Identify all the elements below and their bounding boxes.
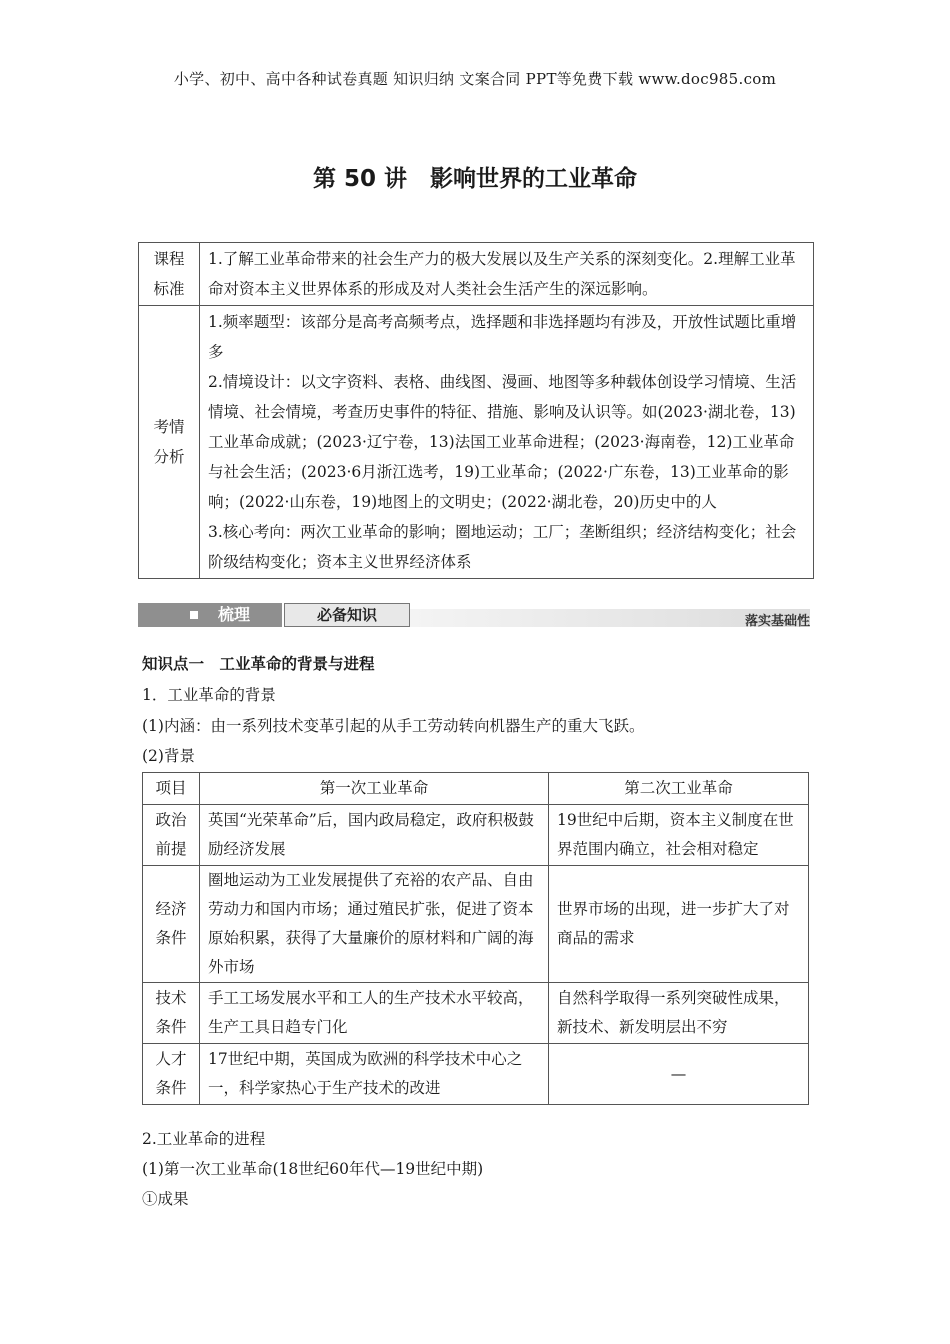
row-label: 政治 前提: [143, 805, 200, 866]
paragraph: ①成果: [142, 1190, 189, 1208]
section-label: 梳理: [218, 605, 251, 624]
knowledge-point-title: 知识点一 工业革命的背景与进程: [142, 655, 375, 673]
exam-analysis-line: 1.频率题型：该部分是高考高频考点，选择题和非选择题均有涉及，开放性试题比重增多: [208, 313, 797, 361]
table-cell: 圈地运动为工业发展提供了充裕的农产品、自由劳动力和国内市场；通过殖民扩张，促进了资本原始积累，获得了大量廉价的原材料和广阔的海外市场: [200, 866, 549, 983]
table-cell: 19世纪中后期，资本主义制度在世界范围内确立，社会相对稳定: [549, 805, 809, 866]
standards-table: [138, 242, 814, 579]
page-header: 小学、初中、高中各种试卷真题 知识归纳 文案合同 PPT等免费下载 www.doc985.com: [173, 70, 777, 88]
column-header: 第一次工业革命: [200, 773, 549, 805]
table-cell: 世界市场的出现，进一步扩大了对商品的需求: [549, 866, 809, 983]
background-table: [142, 772, 809, 1105]
table-row: [143, 983, 809, 1044]
table-cell: 自然科学取得一系列突破性成果，新技术、新发明层出不穷: [549, 983, 809, 1044]
table-cell: —: [549, 1044, 809, 1105]
paragraph: 1．工业革命的背景: [142, 686, 276, 704]
table-cell: 英国“光荣革命”后，国内政局稳定，政府积极鼓励经济发展: [200, 805, 549, 866]
table-row: [143, 866, 809, 983]
row-label: 人才 条件: [143, 1044, 200, 1105]
paragraph: (2)背景: [142, 747, 195, 765]
column-header: 项目: [143, 773, 200, 805]
table-header-row: [143, 773, 809, 805]
label-curriculum-standard: 课程 标准: [139, 243, 200, 306]
exam-analysis-line: 2.情境设计：以文字资料、表格、曲线图、漫画、地图等多种载体创设学习情境、生活情境、社会情境，考查历史事件的特征、措施、影响及认识等。如(2023·湖北卷，13)工业革命成就；(2023·辽宁卷，13)法国工业革命进程；(2023·海南卷，12)工业革命与社会生活；(2023·6月浙江选考，19)工业革命；(2022·广东卷，13)工业革命的影响；(2022·山东卷，19)地图上的文明史；(2022·湖北卷，20)历史中的人: [208, 373, 797, 511]
square-bullet-icon: [190, 611, 198, 619]
table-row: [143, 1044, 809, 1105]
lecture-title: 第 50 讲 影响世界的工业革命: [312, 166, 638, 192]
label-exam-analysis: 考情 分析: [139, 306, 200, 579]
curriculum-standard-text: 1.了解工业革命带来的社会生产力的极大发展以及生产关系的深刻变化。2.理解工业革命对资本主义世界体系的形成及对人类社会生活产生的深远影响。: [200, 243, 814, 306]
table-row: [139, 243, 814, 306]
paragraph: (1)内涵：由一系列技术变革引起的从手工劳动转向机器生产的重大飞跃。: [142, 717, 645, 735]
section-tagline: 落实基础性: [744, 614, 810, 629]
exam-analysis-line: 3.核心考向：两次工业革命的影响；圈地运动；工厂；垄断组织；经济结构变化；社会阶级结构变化；资本主义世界经济体系: [208, 523, 797, 571]
section-sublabel: 必备知识: [284, 603, 410, 627]
column-header: 第二次工业革命: [549, 773, 809, 805]
row-label: 经济 条件: [143, 866, 200, 983]
paragraph: 2.工业革命的进程: [142, 1130, 266, 1148]
paragraph: (1)第一次工业革命(18世纪60年代—19世纪中期): [142, 1160, 484, 1178]
row-label: 技术 条件: [143, 983, 200, 1044]
table-row: [143, 805, 809, 866]
exam-analysis-text: [200, 306, 814, 579]
table-row: [139, 306, 814, 579]
table-cell: 手工工场发展水平和工人的生产技术水平较高，生产工具日趋专门化: [200, 983, 549, 1044]
section-banner: [138, 603, 810, 629]
table-cell: 17世纪中期，英国成为欧洲的科学技术中心之一，科学家热心于生产技术的改进: [200, 1044, 549, 1105]
